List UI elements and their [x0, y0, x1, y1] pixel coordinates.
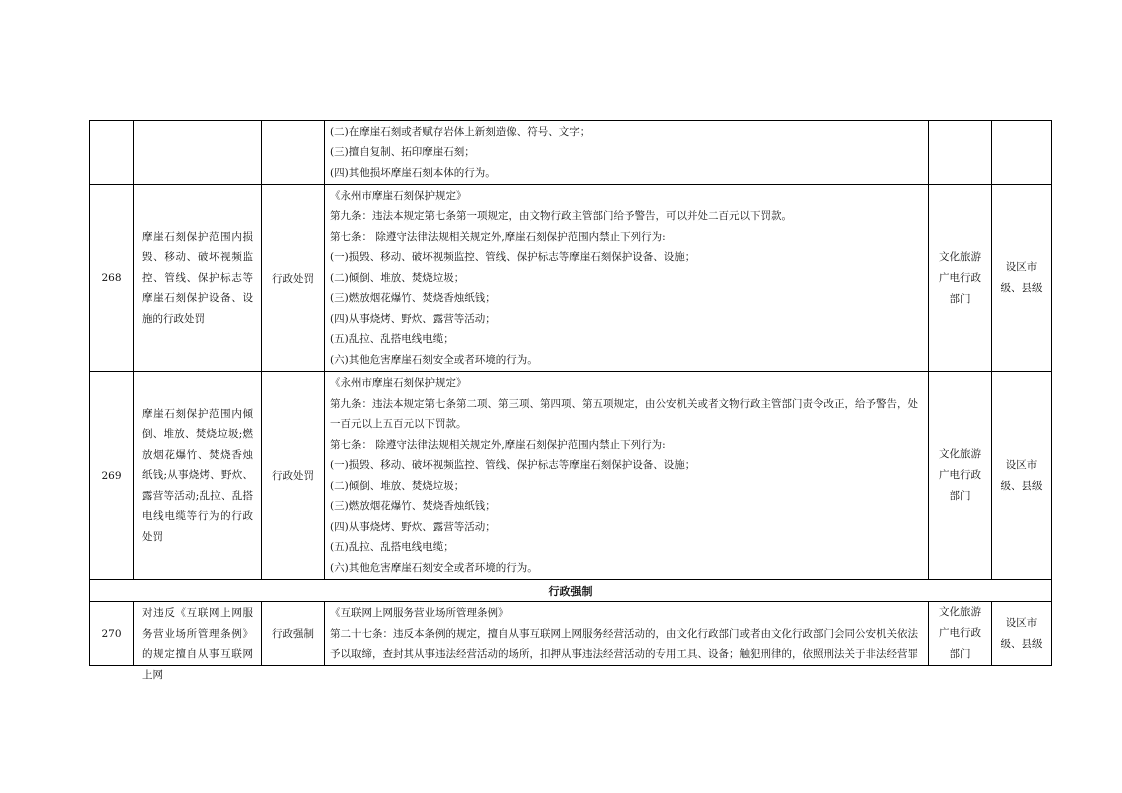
legal-basis-line: 《互联网上网服务营业场所管理条例》 — [330, 607, 509, 619]
department: 文化旅游广电行政部门 — [929, 185, 992, 372]
legal-basis-line: (四)从事烧烤、野炊、露营等活动； — [330, 520, 496, 533]
action-type: 行政处罚 — [262, 185, 325, 372]
table-row — [90, 372, 1052, 580]
legal-basis-line: 《永州市摩崖石刻保护规定》 — [330, 189, 467, 202]
legal-basis-line: (六)其他危害摩崖石刻安全或者环境的行为。 — [330, 353, 538, 366]
department: 文化旅游广电行政部门 — [929, 372, 992, 580]
item-name: 摩崖石刻保护范围内倾倒、堆放、焚烧垃圾;燃放烟花爆竹、焚烧香烛纸钱;从事烧烤、野炊、露营等活动;乱拉、乱搭电线电缆等行为的行政处罚 — [134, 372, 262, 580]
legal-basis-line: (一)损毁、移动、破坏视频监控、管线、保护标志等摩崖石刻保护设备、设施； — [330, 459, 696, 471]
legal-basis-line: (四)其他损坏摩崖石刻本体的行为。 — [330, 166, 496, 179]
legal-basis-line: 第七条： 除遵守法律法规相关规定外,摩崖石刻保护范围内禁止下列行为: — [330, 438, 666, 451]
enforcement-table — [89, 120, 1052, 681]
action-type: 行政处罚 — [262, 372, 325, 580]
legal-basis-cell — [325, 185, 929, 372]
department — [929, 121, 992, 185]
section-header: 行政强制 — [90, 580, 1052, 602]
item-name-text: 对违反《互联网上网服务营业场所管理条例》的规定擅自从事互联网上网 — [142, 607, 253, 681]
action-type — [262, 121, 325, 185]
legal-basis-line: (五)乱拉、乱搭电线电缆； — [330, 541, 454, 553]
legal-basis-line: (二)倾倒、堆放、焚烧垃圾； — [330, 271, 465, 284]
legal-basis-cell — [325, 121, 929, 185]
legal-basis-line: (六)其他危害摩崖石刻安全或者环境的行为。 — [330, 561, 538, 574]
jurisdiction-level — [992, 121, 1052, 185]
legal-basis-line: (四)从事烧烤、野炊、露营等活动； — [330, 312, 496, 325]
row-number — [90, 121, 134, 185]
legal-basis-line: (二)倾倒、堆放、焚烧垃圾； — [330, 479, 465, 492]
legal-basis-cell — [325, 602, 929, 666]
action-type: 行政强制 — [262, 602, 325, 666]
legal-basis-line: (五)乱拉、乱搭电线电缆； — [330, 333, 454, 346]
table-row — [90, 121, 1052, 185]
item-name — [134, 602, 262, 681]
legal-basis-cell — [325, 372, 929, 580]
table-row — [90, 602, 1052, 666]
jurisdiction-level: 设区市级、县级 — [992, 602, 1052, 666]
legal-basis-line: 第七条： 除遵守法律法规相关规定外,摩崖石刻保护范围内禁止下列行为: — [330, 230, 666, 243]
legal-basis-line: (一)损毁、移动、破坏视频监控、管线、保护标志等摩崖石刻保护设备、设施； — [330, 251, 696, 264]
jurisdiction-level: 设区市级、县级 — [992, 372, 1052, 580]
item-name — [134, 121, 262, 185]
legal-basis-line: (二)在摩崖石刻或者赋存岩体上新刻造像、符号、文字； — [330, 125, 591, 138]
row-number: 269 — [90, 372, 134, 580]
legal-basis-line: (三)燃放烟花爆竹、焚烧香烛纸钱； — [330, 292, 496, 305]
section-header-row — [90, 580, 1052, 602]
row-number: 268 — [90, 185, 134, 372]
legal-basis-line: 第九条：违法本规定第七条第二项、第三项、第四项、第五项规定，由公安机关或者文物行政主管部门责令改正，给予警告，处一百元以上五百元以下罚款。 — [330, 397, 918, 430]
legal-basis-line: (三)燃放烟花爆竹、焚烧香烛纸钱； — [330, 500, 496, 512]
item-name: 摩崖石刻保护范围内损毁、移动、破坏视频监控、管线、保护标志等摩崖石刻保护设备、设施的行政处罚 — [134, 185, 262, 372]
jurisdiction-level: 设区市级、县级 — [992, 185, 1052, 372]
department: 文化旅游广电行政部门 — [929, 602, 992, 666]
table-row — [90, 185, 1052, 372]
legal-basis-line: 《永州市摩崖石刻保护规定》 — [330, 377, 467, 389]
legal-basis-line: 第九条：违法本规定第七条第一项规定，由文物行政主管部门给予警告，可以并处二百元以下罚款。 — [330, 210, 792, 223]
legal-basis-line: (三)擅自复制、拓印摩崖石刻； — [330, 146, 475, 159]
legal-basis-line: 第二十七条：违反本条例的规定，擅自从事互联网上网服务经营活动的，由文化行政部门或者由文化行政部门会同公安机关依法予以取缔，查封其从事违法经营活动的场所，扣押从事违法经营活动的专用工具、设备；触犯刑律的，依照刑法关于非法经营罪 — [330, 627, 918, 660]
row-number: 270 — [90, 602, 134, 666]
